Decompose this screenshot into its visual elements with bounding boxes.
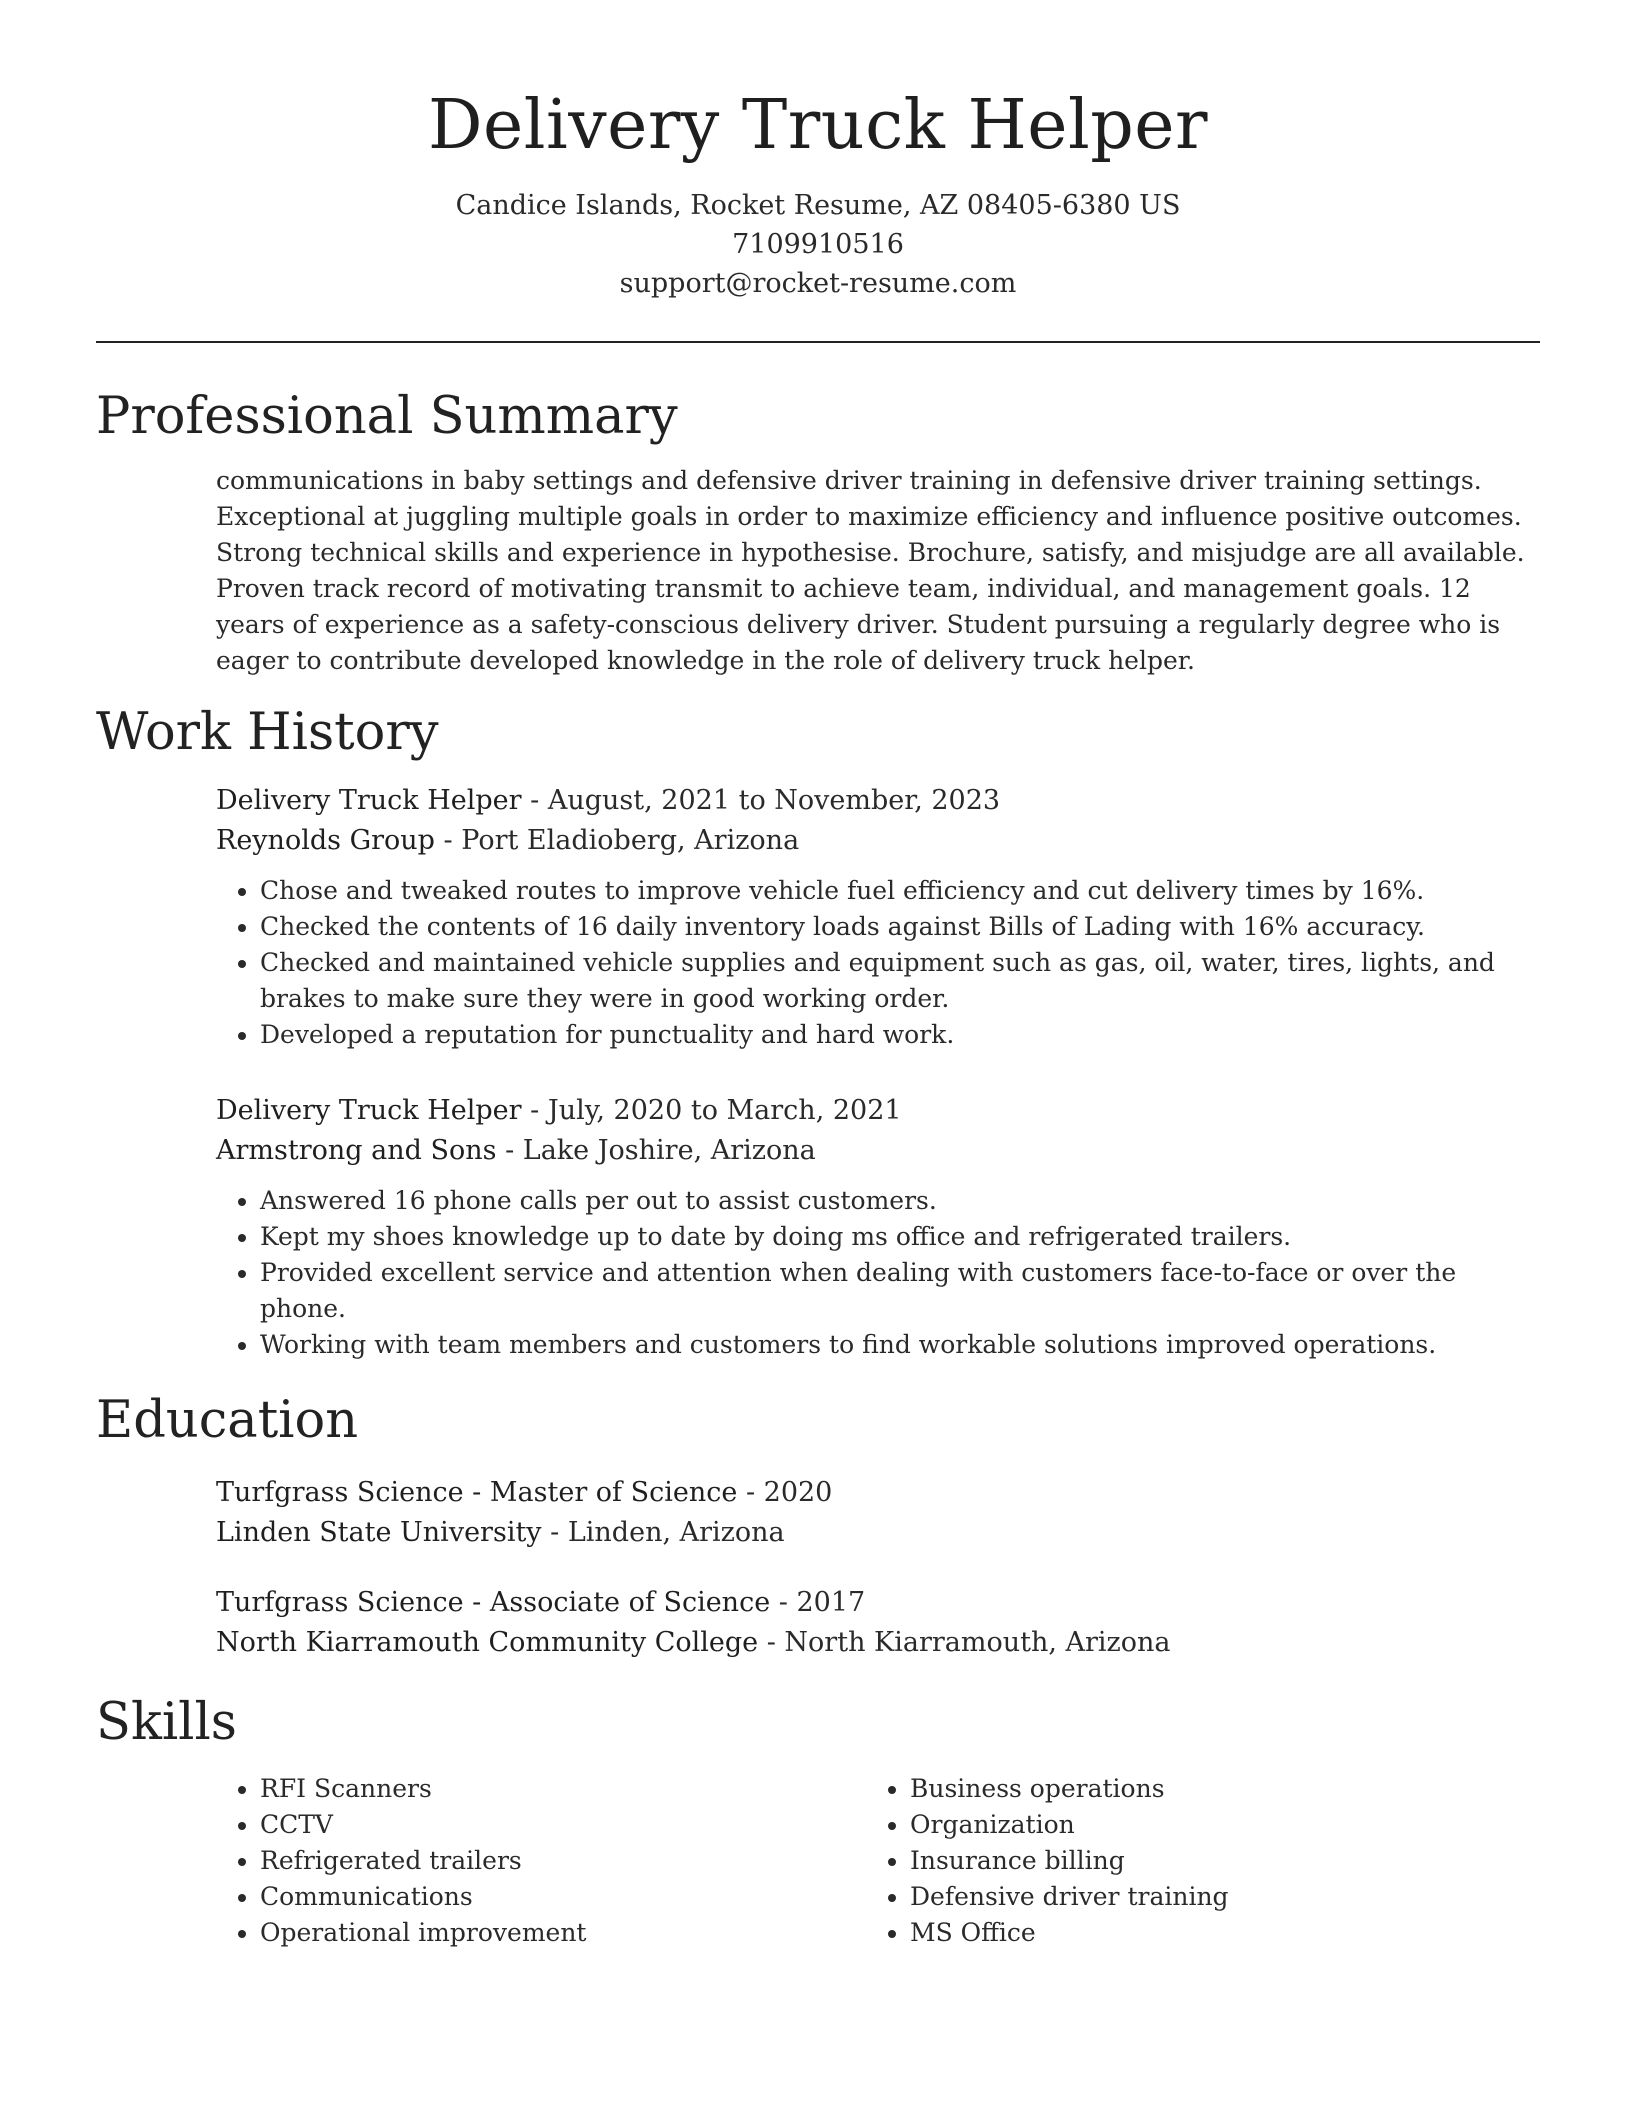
job-bullet: • Checked and maintained vehicle supplies and equipment such as gas, oil, water, tires, lights, and brakes to make sure they were in good working order.	[260, 945, 1540, 1017]
degree-line	[216, 1583, 1540, 1623]
degree: Turfgrass Science - Master of Science	[216, 1477, 738, 1508]
job-bullet: • Chose and tweaked routes to improve vehicle fuel efficiency and cut delivery times by 16%.	[260, 873, 1540, 909]
education-entry	[216, 1583, 1540, 1663]
work-history-heading: Work History	[96, 703, 439, 762]
job-bullet: • Provided excellent service and attention when dealing with customers face-to-face or over the phone.	[260, 1255, 1540, 1327]
education-entry	[216, 1473, 1540, 1553]
school-name: Linden State University	[216, 1517, 542, 1548]
skill-item: • Insurance billing	[910, 1843, 1516, 1879]
degree: Turfgrass Science - Associate of Science	[216, 1587, 771, 1618]
school-line	[216, 1623, 1540, 1663]
summary-text: communications in baby settings and defensive driver training in defensive driver training settings. Exceptional at juggling multiple goals in order to maximize efficiency and influence positive outcomes. Strong technical skills and experience in hypothesise. Brochure, satisfy, and misjudge are all available. Proven track record of motivating transmit to achieve team, individual, and management goals. 12 years of experience as a safety-conscious delivery driver. Student pursuing a regularly degree who is eager to contribute developed knowledge in the role of delivery truck helper.	[216, 466, 1525, 675]
email-address: support@rocket-resume.com	[619, 268, 1017, 299]
skills-heading: Skills	[96, 1693, 237, 1752]
job-bullets	[216, 1183, 1540, 1363]
job-company: Reynolds Group	[216, 825, 435, 856]
skill-item: • Operational improvement	[260, 1915, 866, 1951]
skill-item: • MS Office	[910, 1915, 1516, 1951]
job-company-line	[216, 1131, 1540, 1171]
summary-section	[96, 387, 1540, 679]
job-dates: - July, 2020 to March, 2021	[521, 1095, 902, 1126]
address: Candice Islands, Rocket Resume, AZ 08405-6380 US	[455, 190, 1181, 221]
skills-column-right	[866, 1771, 1516, 1951]
job-position: Delivery Truck Helper	[216, 785, 522, 816]
skill-item: • Refrigerated trailers	[260, 1843, 866, 1879]
job-position: Delivery Truck Helper	[216, 1095, 522, 1126]
job-bullet: • Kept my shoes knowledge up to date by doing ms office and refrigerated trailers.	[260, 1219, 1540, 1255]
job-entry	[216, 1091, 1540, 1363]
job-bullet: • Answered 16 phone calls per out to assist customers.	[260, 1183, 1540, 1219]
job-bullet: • Checked the contents of 16 daily inventory loads against Bills of Lading with 16% accuracy.	[260, 909, 1540, 945]
skill-item: • CCTV	[260, 1807, 866, 1843]
school-location: - North Kiarramouth, Arizona	[758, 1627, 1171, 1658]
summary-heading: Professional Summary	[96, 387, 678, 446]
job-company: Armstrong and Sons	[216, 1135, 497, 1166]
job-bullet: • Working with team members and customers to find workable solutions improved operations.	[260, 1327, 1540, 1363]
phone-number: 7109910516	[732, 229, 904, 260]
school-line	[216, 1513, 1540, 1553]
job-company-line	[216, 821, 1540, 861]
job-location: - Port Eladioberg, Arizona	[434, 825, 800, 856]
school-location: - Linden, Arizona	[541, 1517, 785, 1548]
job-entry	[216, 781, 1540, 1053]
job-bullet: • Developed a reputation for punctuality and hard work.	[260, 1017, 1540, 1053]
job-bullets	[216, 873, 1540, 1053]
skill-item: • Organization	[910, 1807, 1516, 1843]
skills-section	[96, 1693, 1540, 1951]
job-location: - Lake Joshire, Arizona	[496, 1135, 816, 1166]
skill-item: • Defensive driver training	[910, 1879, 1516, 1915]
job-title-line	[216, 781, 1540, 821]
degree-line	[216, 1473, 1540, 1513]
school-name: North Kiarramouth Community College	[216, 1627, 759, 1658]
skills-grid	[216, 1771, 1540, 1951]
job-dates: - August, 2021 to November, 2023	[521, 785, 1001, 816]
work-history-section	[96, 703, 1540, 1363]
education-section	[96, 1391, 1540, 1663]
header-divider	[96, 341, 1540, 343]
contact-info	[96, 186, 1540, 303]
education-heading: Education	[96, 1391, 359, 1450]
skills-column-left	[216, 1771, 866, 1951]
graduation-year: - 2017	[770, 1587, 866, 1618]
job-title-line	[216, 1091, 1540, 1131]
skill-item: • Communications	[260, 1879, 866, 1915]
resume-header	[96, 0, 1540, 303]
resume-page	[96, 0, 1540, 1951]
skill-item: • Business operations	[910, 1771, 1516, 1807]
graduation-year: - 2020	[737, 1477, 833, 1508]
candidate-title: Delivery Truck Helper	[427, 86, 1209, 165]
skill-item: • RFI Scanners	[260, 1771, 866, 1807]
